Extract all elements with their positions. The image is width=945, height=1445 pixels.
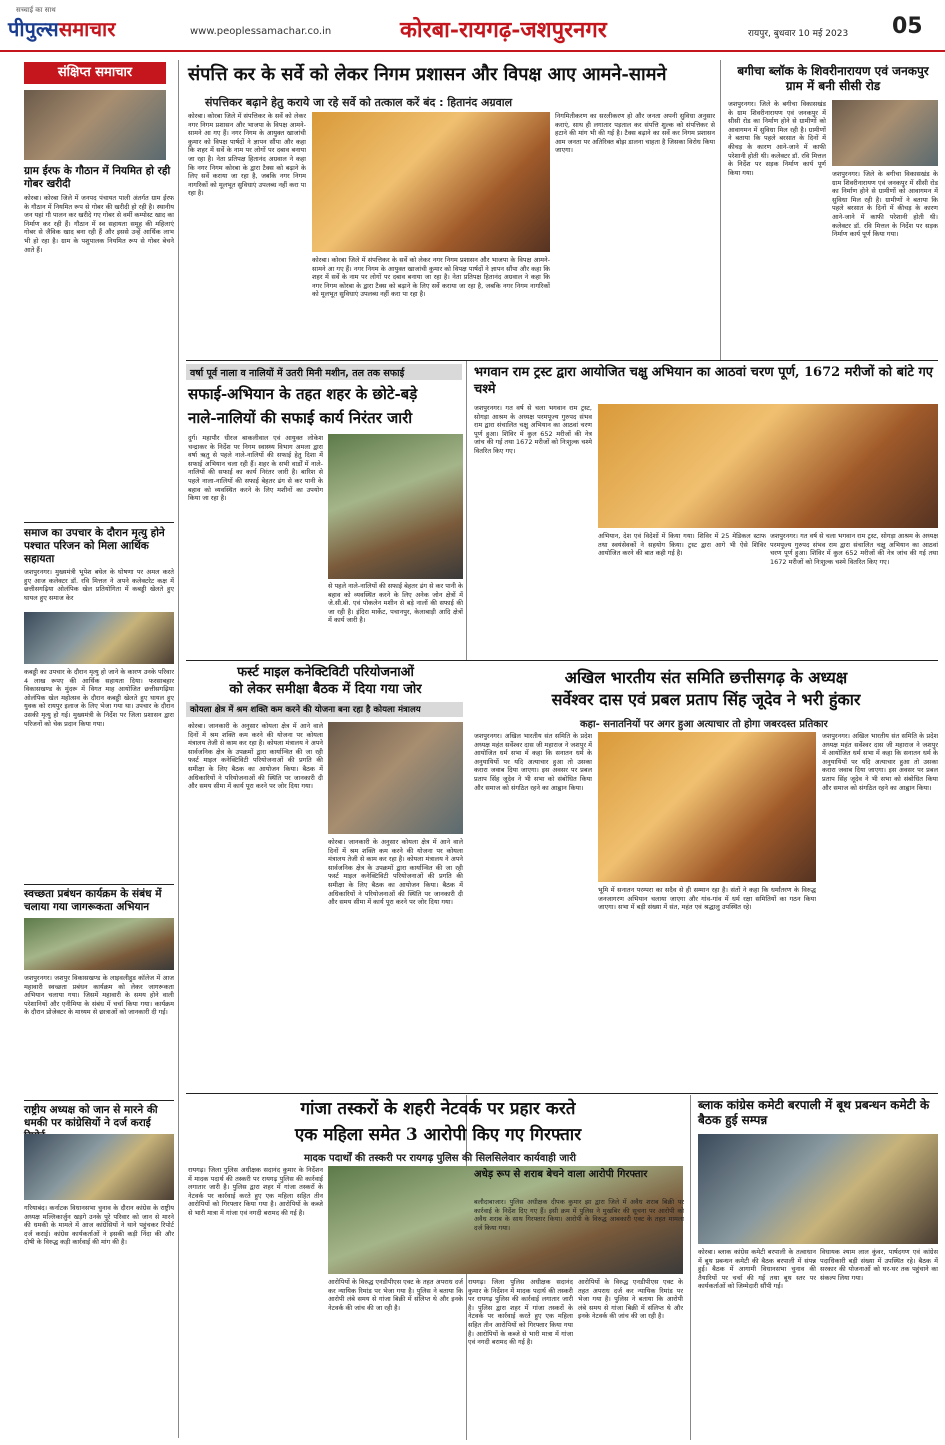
brief-1-title: ग्राम ईरफ के गौठान में नियमित हो रही गोबर खरीदी xyxy=(24,165,171,190)
brief-1-body: कोरबा। कोरबा जिले में जनपद पंचायत पाली अंतर्गत ग्राम ईरफ के गौठान में नियमित रूप से गोबर की खरीदी हो रही है। स्थानीय जन यहां गौ पालन कर खरीदे गए गोबर से वर्मी कम्पोस्ट खाद का निर्माण कर रही हैं। गौठान में स्व सहायता समूह की महिलाएं गोबर से जैविक खाद बना रही हैं और इससे उन्हें आर्थिक लाभ भी हो रहा है। ग्राम के पशुपालक नियमित रूप से गोबर बेचने आते हैं। xyxy=(24,194,174,254)
region-title: कोरबा-रायगढ़-जशपुरनगर xyxy=(400,17,607,43)
brief-4-body: गरियाबंद। कर्नाटक विधानसभा चुनाव के दौरान कांग्रेस के राष्ट्रीय अध्यक्ष मल्लिकार्जुन खड़गे उनके पूरे परिवार को जान से मारने की धमकी के मामले में आज कांग्रेसियों ने थाने पहुंचकर रिपोर्ट दर्ज कराई। कांग्रेस कार्यकर्ताओं ने इसकी कड़ी निंदा की और दोषी के विरुद्ध कड़ी कार्रवाई की मांग की है। xyxy=(24,1204,174,1247)
saint-body-2: भूमि में सनातन परम्परा का सदैव से ही सम्मान रहा है। संतों ने कहा कि धर्मांतरण के विरुद्ध जनजागरण अभियान चलाया जाएगा और गांव-गांव में धर्म रक्षा समितियों का गठन किया जाएगा। सभा में बड़ी संख्या में संत, महंत एवं श्रद्धालु उपस्थित रहे। xyxy=(598,886,816,912)
masthead xyxy=(0,0,945,52)
divider xyxy=(24,1100,174,1101)
divider xyxy=(186,660,938,661)
brief-3-body: जशपुरनगर। जशपुर विकासखण्ड के लाइवलीहुड कॉलेज में आज महावारी स्वच्छता प्रबंधन कार्यक्रम को लेकर जागरूकता अभियान चलाया गया। जिसमें महावारी के समय होने वाली परेशानियों और एनीमिया के संबंध में चर्चा किया गया। कार्यक्रम के दौरान प्रोजेक्टर के माध्यम से छात्राओं को जानकारी दी गई। xyxy=(24,974,174,1017)
drain-headline-1: सफाई-अभियान के तहत शहर के छोटे-बड़े xyxy=(188,385,418,403)
photo-memorandum xyxy=(312,112,550,252)
ganja-body-2: आरोपियों के विरुद्ध एनडीपीएस एक्ट के तहत अपराध दर्ज कर न्यायिक रिमांड पर भेजा गया है। पुलिस ने बताया कि आरोपी लंबे समय से गांजा बिक्री में संलिप्त थे और इनके नेटवर्क की जांच की जा रही है। xyxy=(328,1278,463,1312)
column-divider xyxy=(178,60,179,1438)
drain-kicker: वर्षा पूर्व नाला व नालियों में उतरी मिनी मशीन, तल तक सफाई xyxy=(190,368,405,379)
road-body: जशपुरनगर। जिले के बगीचा विकासखंड के ग्राम शिवरीनारायण एवं जनकपुर में सीसी रोड का निर्माण होने से ग्रामीणों को आवागमन में सुविधा मिल रही है। ग्रामीणों ने बताया कि पहले बरसात के दिनों में कीचड़ के कारण आने-जाने में काफी परेशानी होती थी। कलेक्टर डॉ. रवि मित्तल के निर्देश पर सड़क निर्माण कार्य पूर्ण किया गया। xyxy=(728,100,826,177)
road-headline: बगीचा ब्लॉक के शिवरीनारायण एवं जनकपुर ग्राम में बनी सीसी रोड xyxy=(737,64,929,93)
saint-headline-1: अखिल भारतीय संत समिति छत्तीसगढ़ के अध्यक्ष xyxy=(564,668,848,687)
photo-rally xyxy=(598,732,816,882)
divider xyxy=(24,522,174,523)
photo-gauthan xyxy=(24,90,166,160)
lead-body: कोरबा। कोरबा जिले में संपत्तिकर के सर्वे को लेकर नगर निगम प्रशासन और भाजपा के विपक्ष आमने-सामने आ गए हैं। नगर निगम के आयुक्त खाजांची कुमार को विपक्ष पार्षदों ने ज्ञापन सौंपा और कहा कि शहर में सर्वे के नाम पर लोगों पर दबाव बनाया जा रहा है। नेता प्रतिपक्ष हितानंद अग्रवाल ने कहा कि नगर निगम कोरबा के द्वारा टैक्स को बढ़ाने के लिए सर्वे कराया जा रहा है, जबकि नगर निगम नागरिकों को मूलभूत सुविधाएं उपलब्ध नहीं करा पा रहा है। xyxy=(188,112,306,198)
lead-headline: संपत्ति कर के सर्वे को लेकर निगम प्रशासन और विपक्ष आए आमने-सामने xyxy=(188,64,667,85)
ganja-body-4: आरोपियों के विरुद्ध एनडीपीएस एक्ट के तहत अपराध दर्ज कर न्यायिक रिमांड पर भेजा गया है। पुलिस ने बताया कि आरोपी लंबे समय से गांजा बिक्री में संलिप्त थे और इनके नेटवर्क की जांच की जा रही है। xyxy=(578,1278,683,1321)
road-body-cont: जशपुरनगर। जिले के बगीचा विकासखंड के ग्राम शिवरीनारायण एवं जनकपुर में सीसी रोड का निर्माण होने से ग्रामीणों को आवागमन में सुविधा मिल रही है। ग्रामीणों ने बताया कि पहले बरसात के दिनों में कीचड़ के कारण आने-जाने में काफी परेशानी होती थी। कलेक्टर डॉ. रवि मित्तल के निर्देश पर सड़क निर्माण कार्य पूर्ण किया गया। xyxy=(832,170,938,239)
page-number: 05 xyxy=(892,14,923,39)
eye-headline: भगवान राम ट्रस्ट द्वारा आयोजित चक्षु अभियान का आठवां चरण पूर्ण, 1672 मरीजों को बांटे गए चश्मे xyxy=(474,365,933,397)
website[interactable]: www.peoplessamachar.co.in xyxy=(190,26,332,37)
section-banner: संक्षिप्त समाचार xyxy=(24,62,166,84)
lead-body-mid: कोरबा। कोरबा जिले में संपत्तिकर के सर्वे को लेकर नगर निगम प्रशासन और भाजपा के विपक्ष आमने-सामने आ गए हैं। नगर निगम के आयुक्त खाजांची कुमार को विपक्ष पार्षदों ने ज्ञापन सौंपा और कहा कि शहर में सर्वे के नाम पर लोगों पर दबाव बनाया जा रहा है। नेता प्रतिपक्ष हितानंद अग्रवाल ने कहा कि नगर निगम कोरबा के द्वारा टैक्स को बढ़ाने के लिए सर्वे कराया जा रहा है, जबकि नगर निगम नागरिकों को मूलभूत सुविधाएं उपलब्ध नहीं करा पा रहा है। xyxy=(312,256,550,299)
divider xyxy=(186,360,938,361)
ganja-body-3: रायगढ़। जिला पुलिस अधीक्षक सदानंद कुमार के निर्देशन में मादक पदार्थ की तस्करी पर रायगढ़ पुलिस की कार्रवाई लगातार जारी है। पुलिस द्वारा शहर में गांजा तस्करों के नेटवर्क पर कार्रवाई करते हुए एक महिला सहित तीन आरोपियों को गिरफ्तार किया गया है। आरोपियों के कब्जे से भारी मात्रा में गांजा एवं नगदी बरामद की गई है। xyxy=(468,1278,573,1347)
saint-body: जशपुरनगर। अखिल भारतीय संत समिति के प्रदेश अध्यक्ष महंत सर्वेश्वर दास जी महाराज ने जशपुर में आयोजित धर्म सभा में कहा कि सनातन धर्म के अनुयायियों पर यदि अत्याचार हुआ तो उसका करारा जवाब दिया जाएगा। इस अवसर पर प्रबल प्रताप सिंह जूदेव ने भी सभा को संबोधित किया और समाज को संगठित रहने का आह्वान किया। xyxy=(474,732,592,792)
brief-3-title: स्वच्छता प्रबंधन कार्यक्रम के संबंध में चलाया गया जागरूकता अभियान xyxy=(24,888,162,913)
photo-road xyxy=(832,100,938,166)
lead-subheadline: संपत्तिकर बढ़ाने हेतु कराये जा रहे सर्वे को तत्काल करें बंद : हितानंद अग्रवाल xyxy=(205,96,513,109)
adhed-headline: अधेड़ रूप से शराब बेचने वाला आरोपी गिरफ्तार xyxy=(474,1169,648,1180)
newspaper-logo[interactable] xyxy=(8,6,173,46)
brief-2-body: जशपुरनगर। मुख्यमंत्री भूपेश बघेल के घोषणा पर अमल करते हुए आज कलेक्टर डॉ. रवि मित्तल ने अपने कलेक्टरेट कक्ष में छत्तीसगढ़िया ओलंपिक खेल प्रतियोगिता में कबड्डी खेलते हुए घायल हुए समाज केर xyxy=(24,568,174,602)
coal-body-cont: कोरबा। जानकारी के अनुसार कोयला क्षेत्र में आने वाले दिनों में श्रम शक्ति कम करने की योजना पर कोयला मंत्रालय तेजी से काम कर रहा है। कोयला मंत्रालय ने अपने सार्वजनिक क्षेत्र के उपक्रमों द्वारा कार्यान्वित की जा रही फर्स्ट माइल कनेक्टिविटी परियोजनाओं की प्रगति की समीक्षा के लिए बैठक का आयोजन किया। बैठक में अधिकारियों ने परियोजनाओं की स्थिति पर जानकारी दी और समय सीमा में कार्य पूरा करने पर जोर दिया गया। xyxy=(328,838,463,907)
column-divider xyxy=(466,360,467,660)
divider xyxy=(186,1093,938,1094)
congress-body: कोरबा। ब्लाक कांग्रेस कमेटी बरपाली के तत्वाधान में बूथ प्रबन्धन कमेटी की बैठक बरपाली में संपन्न हुई। बैठक में आगामी विधानसभा चुनाव की तैयारियों पर चर्चा की गई तथा बूथ स्तर पर कार्यकर्ताओं को जिम्मेदारी सौंपी गई। xyxy=(698,1248,816,1291)
column-divider xyxy=(720,60,721,360)
photo-cheque xyxy=(24,612,174,664)
divider xyxy=(24,884,174,885)
brief-4-title: राष्ट्रीय अध्यक्ष को जान से मारने की धमकी पर कांग्रेसियों ने दर्ज कराई xyxy=(24,1104,158,1129)
drain-caption: से पहले नाले-नालियों की सफाई बेहतर ढंग से कर पानी के बहाव को व्यवस्थित करने के लिए अनेक जोन क्षेत्रों में जे.सी.बी. एवं पोकलेन मशीन से बड़े नालों की सफाई की जा रही है। इंदिरा मार्केट, पचानपुर, केलाबाड़ी आदि क्षेत्रों में कार्य जारी है। xyxy=(328,582,463,625)
coal-body: कोरबा। जानकारी के अनुसार कोयला क्षेत्र में आने वाले दिनों में श्रम शक्ति कम करने की योजना पर कोयला मंत्रालय तेजी से काम कर रहा है। कोयला मंत्रालय ने अपने सार्वजनिक क्षेत्र के उपक्रमों द्वारा कार्यान्वित की जा रही फर्स्ट माइल कनेक्टिविटी परियोजनाओं की प्रगति की समीक्षा के लिए बैठक का आयोजन किया। बैठक में अधिकारियों ने परियोजनाओं की स्थिति पर जानकारी दी और समय सीमा में कार्य पूरा करने पर जोर दिया गया। xyxy=(188,722,323,791)
photo-coal xyxy=(328,722,463,834)
dateline: रायपुर, बुधवार 10 मई 2023 xyxy=(748,29,849,39)
photo-congress xyxy=(24,1134,174,1200)
congress-headline: ब्लाक कांग्रेस कमेटी बरपाली में बूथ प्रबन्धन कमेटी के बैठक हुई सम्पन्न xyxy=(698,1098,930,1127)
brief-2-title: समाज का उपचार के दौरान मृत्यु होने पश्चात परिजन को मिला आर्थिक सहायता xyxy=(24,527,165,565)
eye-body-2: अभियान, देश एवं विदेशों में किया गया। शिविर में 25 मेडिकल स्टाफ तथा स्वयंसेवकों ने सहयोग किया। ट्रस्ट द्वारा आगे भी ऐसे शिविर आयोजित करने की बात कही गई है। xyxy=(598,532,766,558)
ganja-headline-1: गांजा तस्करों के शहरी नेटवर्क पर प्रहार करते xyxy=(300,1099,576,1119)
logo-tagline: सच्चाई का साथ xyxy=(16,6,56,14)
ganja-subheadline: मादक पदार्थों की तस्करी पर रायगढ़ पुलिस की सिलसिलेवार कार्यवाही जारी xyxy=(303,1153,577,1164)
column-divider xyxy=(690,1095,691,1440)
saint-body-3: जशपुरनगर। अखिल भारतीय संत समिति के प्रदेश अध्यक्ष महंत सर्वेश्वर दास जी महाराज ने जशपुर में आयोजित धर्म सभा में कहा कि सनातन धर्म के अनुयायियों पर यदि अत्याचार हुआ तो उसका करारा जवाब दिया जाएगा। इस अवसर पर प्रबल प्रताप सिंह जूदेव ने भी सभा को संबोधित किया और समाज को संगठित रहने का आह्वान किया। xyxy=(822,732,938,792)
lead-body-right: निगमितीकरण का सरलीकरण हो और जनता अपनी सुविधा अनुसार कराएं, साथ ही लगातार पड़ताल कर संपत्ति शुल्क को संपत्तिकर से हटाने की मांग भी की गई है। टैक्स बढ़ाने का सर्वे कर निगम प्रशासन आम जनता पर अतिरिक्त बोझ डालना चाहता है जिसका विरोध किया जाएगा। xyxy=(555,112,715,155)
eye-body-3: जशपुरनगर। गत वर्ष से चला भगवान राम ट्रस्ट, सोगड़ा आश्रम के अध्यक्ष परमपूज्य गुरुपद संभव राम द्वारा संचालित चक्षु अभियान का आठवां चरण पूर्ण हुआ। शिविर में कुल 652 मरीजों की नेत्र जांच की गई तथा 1672 मरीजों को निःशुल्क चश्मे वितरित किए गए। xyxy=(770,532,938,566)
photo-drain xyxy=(328,434,463,579)
coal-headline-1: फर्स्ट माइल कनेक्टिविटी परियोजनाओं xyxy=(237,665,414,680)
ganja-body: रायगढ़। जिला पुलिस अधीक्षक सदानंद कुमार के निर्देशन में मादक पदार्थ की तस्करी पर रायगढ़ पुलिस की कार्रवाई लगातार जारी है। पुलिस द्वारा शहर में गांजा तस्करों के नेटवर्क पर कार्रवाई करते हुए एक महिला सहित तीन आरोपियों को गिरफ्तार किया गया है। आरोपियों के कब्जे से भारी मात्रा में गांजा एवं नगदी बरामद की गई है। xyxy=(188,1166,323,1217)
congress-body-2: विधायक श्याम लाल कुंवर, पार्षदगण एवं कांग्रेस पदाधिकारी बड़ी संख्या में उपस्थित रहे। बैठक में सरकार की योजनाओं को घर-घर तक पहुंचाने का संकल्प लिया गया। xyxy=(820,1248,938,1282)
logo-main: पीपुल्स xyxy=(8,17,59,41)
photo-eye-camp xyxy=(598,404,938,528)
coal-headline-2: को लेकर समीक्षा बैठक में दिया गया जोर xyxy=(229,682,422,697)
adhed-body: बलौदाबाजार। पुलिस अधीक्षक दीपक कुमार झा द्वारा जिले में अवैध शराब बिक्री पर कार्रवाई के निर्देश दिए गए हैं। इसी क्रम में पुलिस ने मुखबिर की सूचना पर आरोपी को अवैध शराब के साथ गिरफ्तार किया। आरोपी के विरुद्ध आबकारी एक्ट के तहत मामला दर्ज किया गया। xyxy=(474,1198,684,1232)
saint-subheadline: कहा- सनातनियों पर अगर हुआ अत्याचार तो होगा जबरदस्त प्रतिकार xyxy=(580,719,828,730)
saint-headline-2: सर्वेश्वर दास एवं प्रबल प्रताप सिंह जूदेव ने भरी हुंकार xyxy=(551,690,861,709)
ganja-headline-2: एक महिला समेत 3 आरोपी किए गए गिरफ्तार xyxy=(294,1125,582,1145)
drain-headline-2: नाले-नालियों की सफाई कार्य निरंतर जारी xyxy=(188,409,413,427)
coal-kicker: कोयला क्षेत्र में श्रम शक्ति कम करने की योजना बना रहा है कोयला मंत्रालय xyxy=(190,705,421,715)
photo-awareness xyxy=(24,918,174,970)
logo-accent: समाचार xyxy=(58,17,116,41)
photo-meeting xyxy=(698,1134,938,1244)
brief-2-body-cont: कबड्डी का उपचार के दौरान मृत्यु हो जाने के कारण उनके परिवार 4 लाख रूपए की आर्थिक सहायता दिया। फरसाबहार विकासखण्ड के मुंदरू में विगत माह आयोजित छत्तीसगढ़िया ओलंपिक खेल महोत्सव के दौरान कबड्डी खेलते हुए घायल हुए युवक को रायपुर इलाज के लिए भेजा गया था। उपचार के दौरान उसकी मृत्यु हो गई। मुख्यमंत्री के निर्देश पर जिला प्रशासन द्वारा परिजनों को चेक प्रदान किया गया। xyxy=(24,668,174,728)
drain-body: दुर्ग। महापौर धीरज बाकलीवाल एवं आयुक्त लोकेश चन्द्राकर के निर्देश पर निगम स्वास्थ्य विभाग अमला द्वारा वर्षा ऋतु से पहले नाले-नालियों की सफाई हेतु दिशा में सफाई अभियान चला रही हैं। शहर के सभी वार्डों में नाले-नालियों की सफाई का कार्य निरंतर जारी है। बारिश से पहले नाला-नालियों की सफाई बेहतर ढंग से कर पानी के बहाव को व्यवस्थित करने के लिए मशीनों का उपयोग किया जा रहा है। xyxy=(188,434,323,503)
eye-body: जशपुरनगर। गत वर्ष से चला भगवान राम ट्रस्ट, सोगड़ा आश्रम के अध्यक्ष परमपूज्य गुरुपद संभव राम द्वारा संचालित चक्षु अभियान का आठवां चरण पूर्ण हुआ। शिविर में कुल 652 मरीजों की नेत्र जांच की गई तथा 1672 मरीजों को निःशुल्क चश्मे वितरित किए गए। xyxy=(474,404,592,455)
